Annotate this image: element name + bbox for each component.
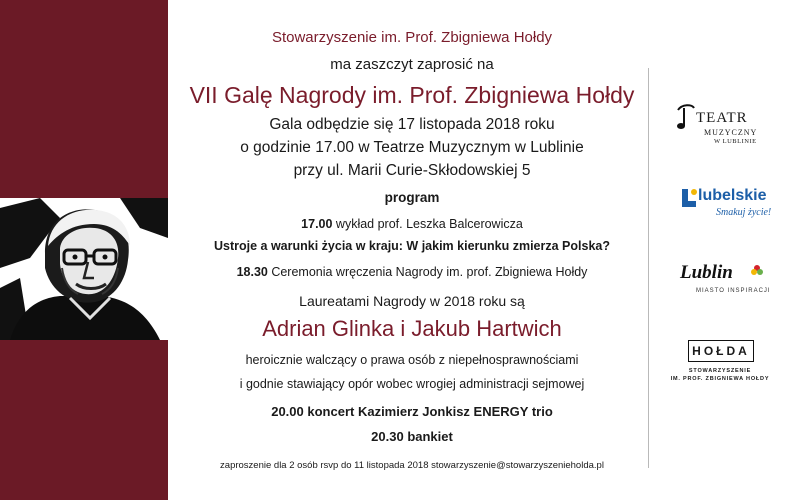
teatr-sub-2: W LUBLINIE — [714, 138, 757, 145]
concert-time: 20.00 — [271, 404, 304, 419]
laureates-intro: Laureatami Nagrody w 2018 roku są — [299, 293, 525, 309]
lubelskie-tagline: Smakuj życie! — [716, 207, 772, 218]
banquet-text: bankiet — [403, 429, 453, 444]
ceremony-text: Ceremonia wręczenia Nagrody im. prof. Zbigniewa Hołdy — [267, 265, 588, 279]
banquet-line — [182, 429, 642, 444]
date-line: Gala odbędzie się 17 listopada 2018 roku — [269, 116, 555, 133]
program-label: program — [384, 190, 440, 205]
teatr-sub-1: MUZYCZNY — [704, 128, 758, 137]
lecture-title: Ustroje a warunki życia w kraju: W jakim kierunku zmierza Polska? — [214, 239, 610, 253]
lubelskie-logo — [660, 185, 800, 225]
invite-line: ma zaszczyt zaprosić na — [330, 56, 494, 73]
concert-text: koncert Kazimierz Jonkisz ENERGY trio — [303, 404, 553, 419]
sponsor-logos — [660, 0, 800, 500]
organizer-line: Stowarzyszenie im. Prof. Zbigniewa Hołdy — [271, 29, 553, 46]
vertical-divider — [648, 68, 649, 468]
lublin-logo — [660, 262, 800, 302]
holda-sub-1: STOWARZYSZENIE — [688, 368, 752, 374]
address-line: przy ul. Marii Curie-Skłodowskiej 5 — [293, 162, 531, 179]
laureates-desc-2: i godnie stawiający opór wobec wrogiej administracji sejmowej — [239, 377, 585, 391]
portrait-photo — [0, 198, 168, 340]
lecture-time: 17.00 — [301, 217, 333, 231]
portrait-graphic — [0, 198, 168, 340]
concert-line — [182, 404, 642, 419]
teatr-muzyczny-logo — [660, 100, 800, 156]
ceremony-line — [182, 265, 642, 279]
invitation-text — [182, 0, 642, 500]
rsvp-line: zaproszenie dla 2 osób rsvp do 11 listopada 2018 stowarzyszenie@stowarzyszenieholda.pl — [220, 460, 604, 471]
music-note-icon — [674, 102, 698, 132]
lublin-word: Lublin — [680, 262, 733, 283]
lublin-tagline: MIASTO INSPIRACJI — [696, 288, 771, 294]
lubelskie-emblem-icon — [678, 187, 700, 209]
ceremony-time: 18.30 — [236, 265, 268, 279]
banquet-time: 20.30 — [371, 429, 404, 444]
time-place-line: o godzinie 17.00 w Teatrze Muzycznym w Lublinie — [240, 139, 584, 156]
laureates-desc-1: heroicznie walczący o prawa osób z niepełnosprawnościami — [245, 353, 579, 367]
lublin-flower-icon — [750, 264, 764, 278]
holda-logo — [660, 340, 800, 390]
gala-title: VII Galę Nagrody im. Prof. Zbigniewa Hołdy — [189, 82, 635, 108]
lecture-line — [182, 217, 642, 231]
teatr-word: TEATR — [696, 110, 748, 126]
laureates-names: Adrian Glinka i Jakub Hartwich — [262, 316, 562, 341]
holda-word: HOŁDA — [688, 340, 754, 362]
holda-sub-2: IM. PROF. ZBIGNIEWA HOŁDY — [670, 376, 770, 382]
lubelskie-word: lubelskie — [698, 187, 767, 204]
lecture-text: wykład prof. Leszka Balcerowicza — [332, 217, 523, 231]
